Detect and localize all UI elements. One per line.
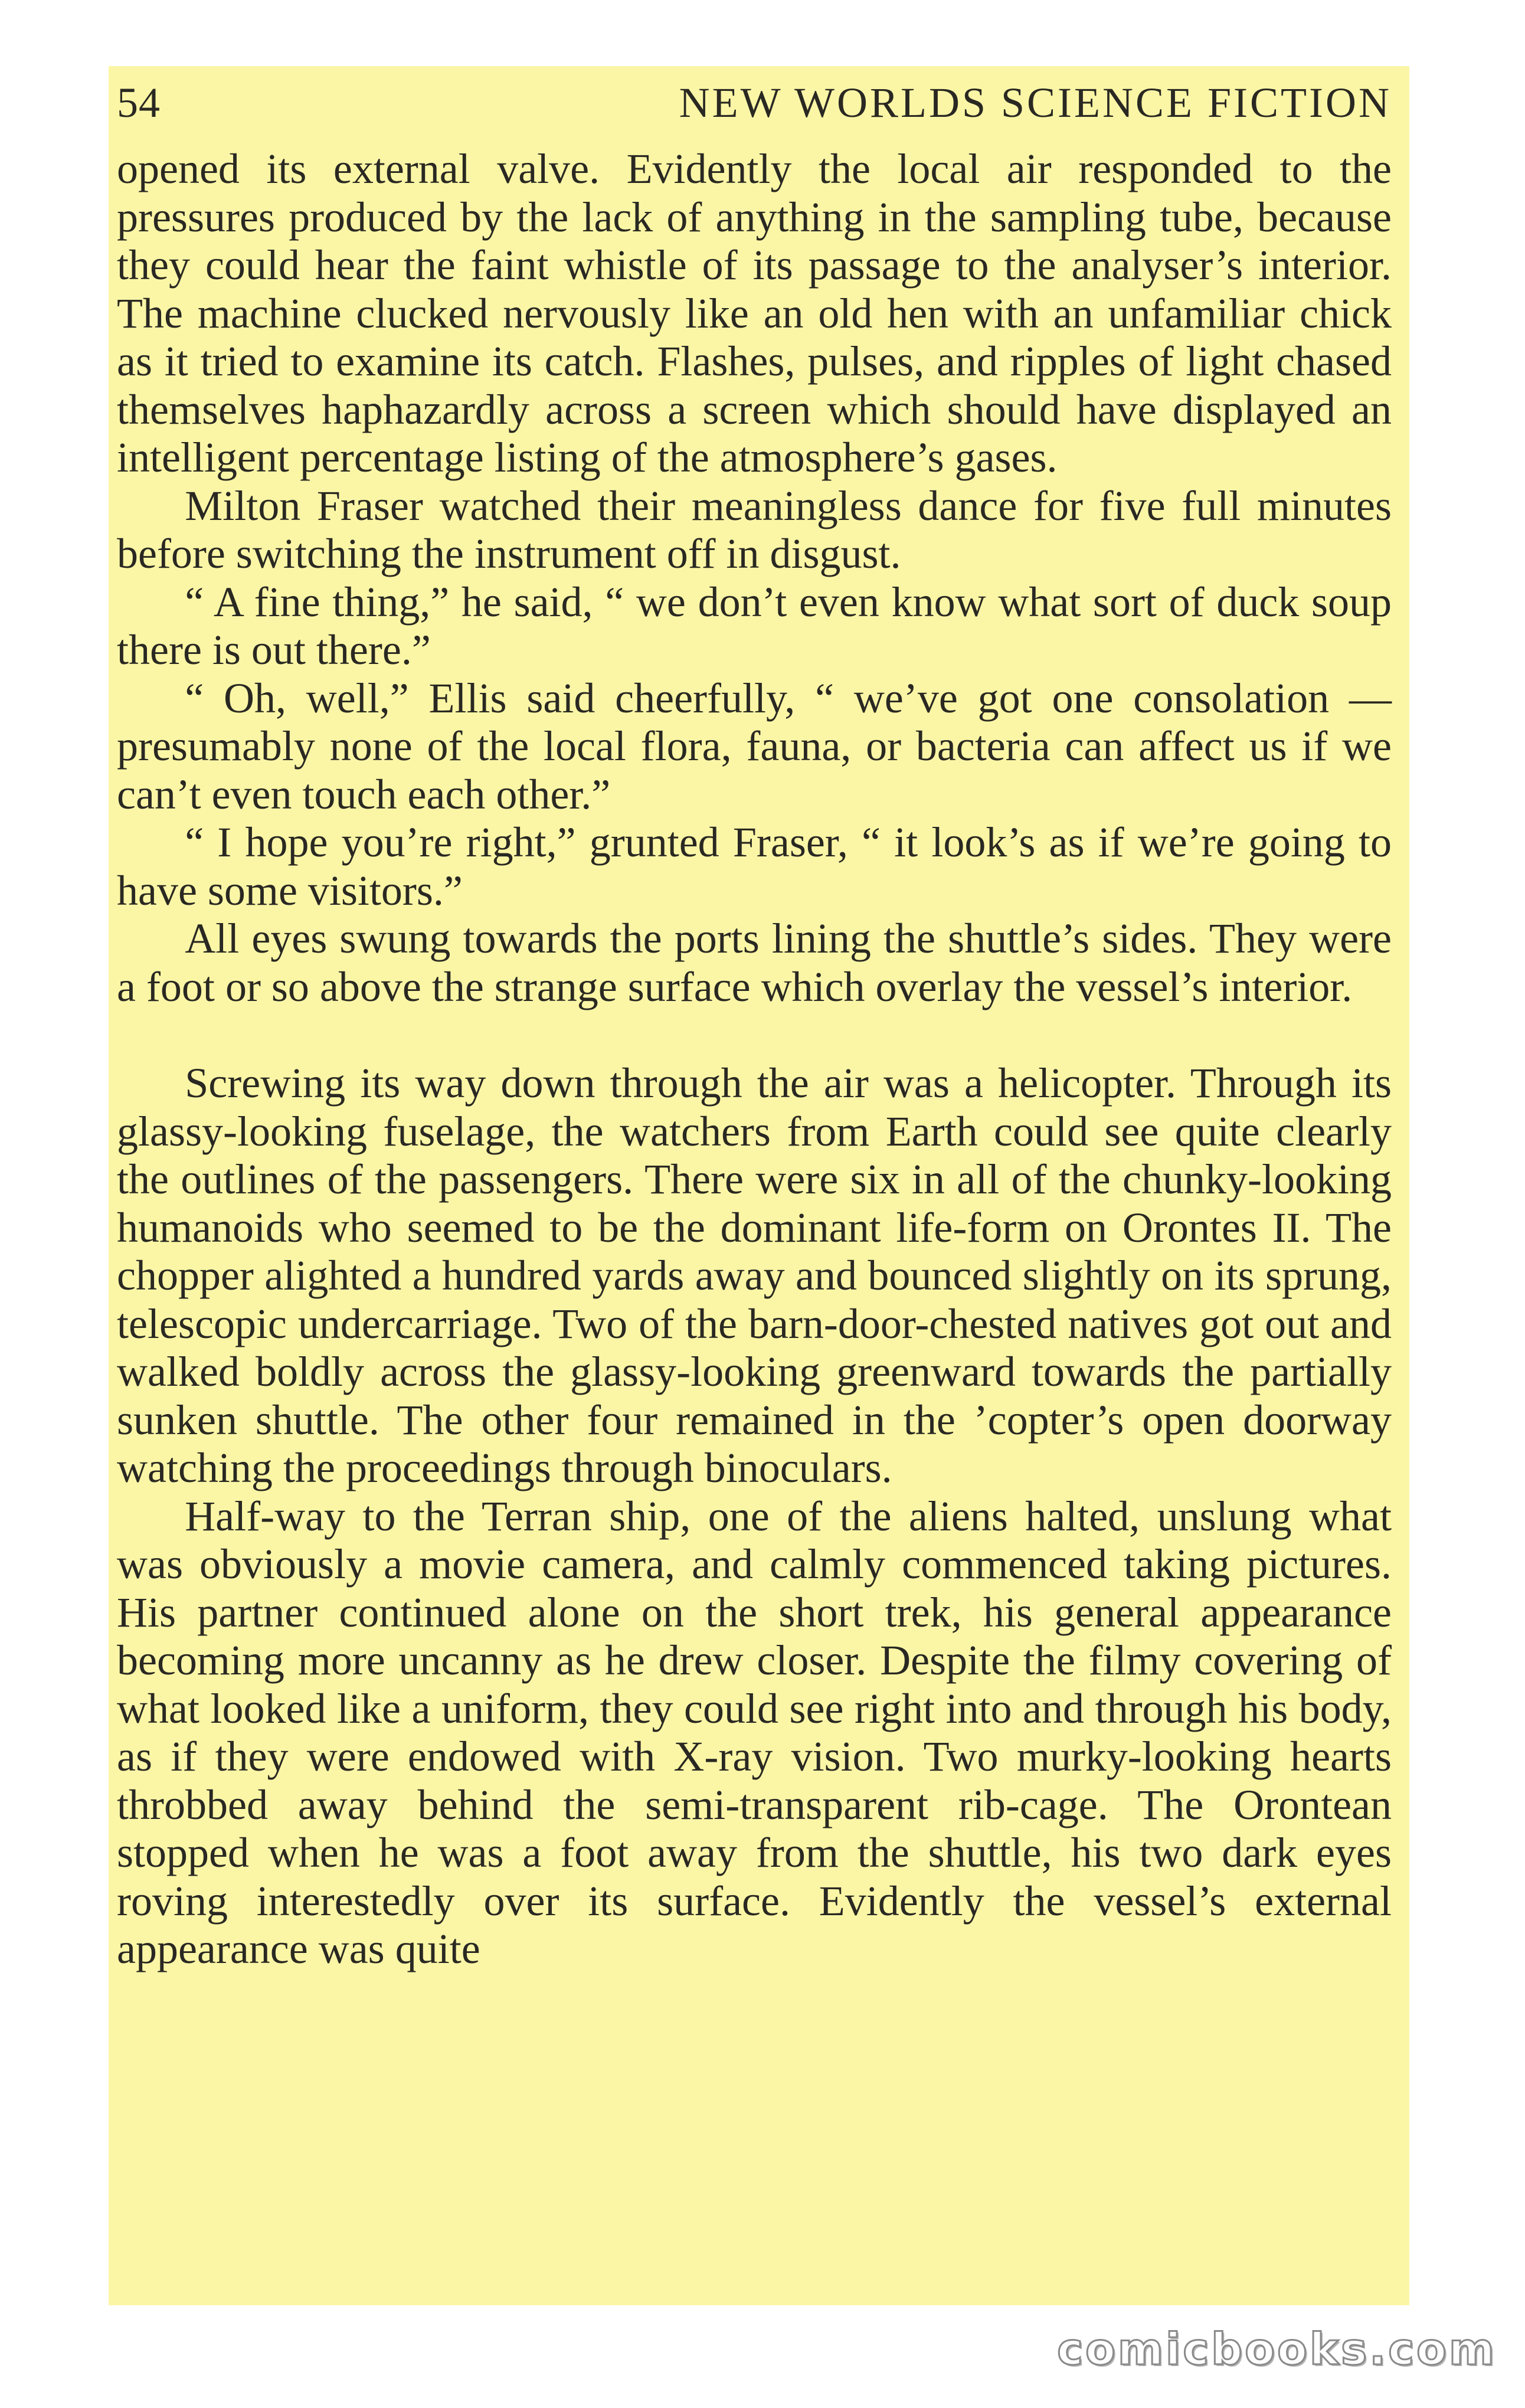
running-title: NEW WORLDS SCIENCE FICTION — [679, 79, 1392, 126]
page-header — [117, 74, 1392, 145]
paragraph: “ Oh, well,” Ellis said cheerfully, “ we’ve got one consolation —presumably none of the local flora, fauna, or bacteria can affect us if we can’t even touch each other.” — [117, 674, 1392, 818]
book-page — [109, 66, 1409, 2305]
page-number: 54 — [117, 79, 161, 126]
paragraph: Screwing its way down through the air was a helicopter. Through its glassy-looking fuselage, the watchers from Earth could see quite clearly the outlines of the passengers. There were six in all of the chunky-looking humanoids who seemed to be the dominant life-form on Orontes II. The chopper alighted a hundred yards away and bounced slightly on its sprung, telescopic undercarriage. Two of the barn-door-chested natives got out and walked boldly across the glassy-looking greenward towards the partially sunken shuttle. The other four remained in the ’copter’s open doorway watching the proceedings through binoculars. — [117, 1059, 1392, 1491]
paragraph-continued: opened its external valve. Evidently the local air responded to the pressures produced by the lack of anything in the sampling tube, because they could hear the faint whistle of its passage to the analyser’s interior. The machine clucked nervously like an old hen with an unfamiliar chick as it tried to examine its catch. Flashes, pulses, and ripples of light chased themselves haphazardly across a screen which should have displayed an intelligent percentage listing of the atmosphere’s gases. — [117, 145, 1392, 481]
story-text — [117, 145, 1392, 1974]
paragraph: “ I hope you’re right,” grunted Fraser, “ it look’s as if we’re going to have some visitors.” — [117, 819, 1392, 914]
section-break — [117, 1011, 1392, 1059]
site-watermark: comicbooks.com — [1057, 2324, 1497, 2375]
paragraph: All eyes swung towards the ports lining the shuttle’s sides. They were a foot or so above the strange surface which overlay the vessel’s interior. — [117, 915, 1392, 1010]
paragraph: “ A fine thing,” he said, “ we don’t even know what sort of duck soup there is out there.” — [117, 578, 1392, 673]
paragraph: Milton Fraser watched their meaningless dance for five full minutes before switching the instrument off in disgust. — [117, 482, 1392, 577]
paragraph: Half-way to the Terran ship, one of the aliens halted, unslung what was obviously a movie camera, and calmly commenced taking pictures. His partner continued alone on the short trek, his general appearance becoming more uncanny as he drew closer. Despite the filmy covering of what looked like a uniform, they could see right into and through his body, as if they were endowed with X-ray vision. Two murky-looking hearts throbbed away behind the semi-transparent rib-cage. The Orontean stopped when he was a foot away from the shuttle, his two dark eyes roving interestedly over its surface. Evidently the vessel’s external appearance was quite — [117, 1492, 1392, 1972]
